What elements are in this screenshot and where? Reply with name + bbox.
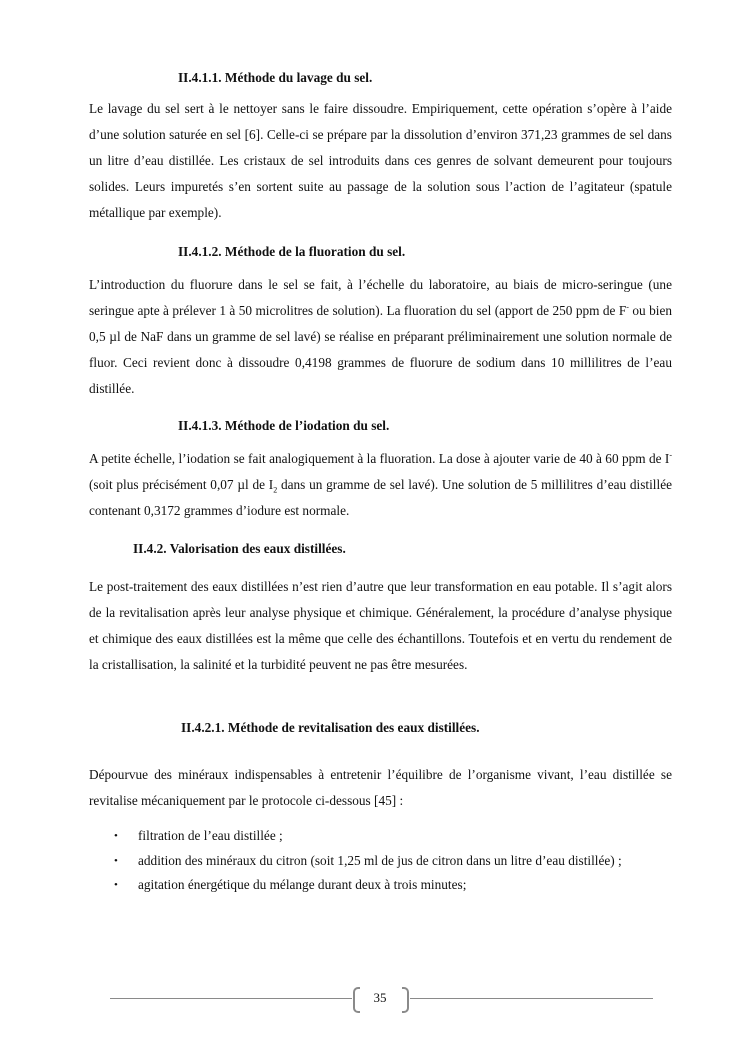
paragraph-revitalisation: Dépourvue des minéraux indispensables à entretenir l’équilibre de l’organisme vivant, l’eau distillée se revitalise mécaniquement par le protocole ci-dessous [45] : xyxy=(89,767,672,808)
superscript-minus: - xyxy=(626,302,629,312)
list-item-text: addition des minéraux du citron (soit 1,25 ml de jus de citron dans un litre d’eau distillée) ; xyxy=(138,852,622,868)
paragraph-iodation xyxy=(89,446,672,524)
paragraph-fluoration xyxy=(89,272,672,402)
protocol-bullet-list xyxy=(114,824,654,898)
paragraph-valorisation: Le post-traitement des eaux distillées n’est rien d’autre que leur transformation en eau potable. Il s’agit alors de la revitalisation après leur analyse physique et chimique. Généralement, la procédure d’analyse physique et chimique des eaux distillées est la même que celle des échantillons. Toutefois et en vertu du rendement de la cristallisation, la salinité et la turbidité peuvent ne pas être mesurées. xyxy=(89,579,672,672)
section-heading-revitalisation: II.4.2.1. Méthode de revitalisation des eaux distillées. xyxy=(181,720,480,735)
page-number-bracket-left xyxy=(353,987,360,1013)
page-number: 35 xyxy=(373,990,387,1005)
list-item xyxy=(114,873,654,898)
footer-rule-left xyxy=(110,998,352,999)
list-item xyxy=(114,849,654,874)
text-fragment: ou bien 0,5 µl de NaF dans un gramme de sel lavé) se réalise en préparant préliminairement une solution normale de fluor. Ceci revient donc à dissoudre 0,4198 grammes de fluorure de sodium dans 10 millilitres de l’eau distillée. xyxy=(89,303,672,396)
paragraph-lavage: Le lavage du sel sert à le nettoyer sans le faire dissoudre. Empiriquement, cette opération s’opère à l’aide d’une solution saturée en sel [6]. Celle-ci se prépare par la dissolution d’environ 371,23 grammes de sel dans un litre d’eau distillée. Les cristaux de sel introduits dans ces genres de solvant demeurent pour toujours solides. Leurs impuretés s’en sortent suite au passage de la solution sous l’action de l’agitateur (spatule métallique par exemple). xyxy=(89,101,672,220)
subscript-two: 2 xyxy=(273,485,278,495)
superscript-minus: - xyxy=(669,450,672,460)
section-heading-fluoration: II.4.1.2. Méthode de la fluoration du sel. xyxy=(178,244,406,259)
bullet-icon: • xyxy=(114,854,118,867)
text-fragment: dans un gramme de sel lavé). Une solution de 5 millilitres d’eau distillée contenant 0,3172 grammes d’iodure est normale. xyxy=(89,477,672,518)
section-heading-iodation: II.4.1.3. Méthode de l’iodation du sel. xyxy=(178,418,390,433)
list-item-text: agitation énergétique du mélange durant deux à trois minutes; xyxy=(138,877,467,892)
text-fragment: A petite échelle, l’iodation se fait analogiquement à la fluoration. La dose à ajouter varie de 40 à 60 ppm de I xyxy=(89,451,670,466)
text-fragment: L’introduction du fluorure dans le sel se fait, à l’échelle du laboratoire, au biais de micro-seringue (une seringue apte à prélever 1 à 50 microlitres de solution). La fluoration du sel (apport de 250 ppm de F xyxy=(89,277,672,318)
section-heading-valorisation: II.4.2. Valorisation des eaux distillées. xyxy=(133,541,346,556)
bullet-icon: • xyxy=(114,830,118,842)
page-number-bracket-right xyxy=(402,987,409,1013)
text-fragment: (soit plus précisément 0,07 µl de I xyxy=(89,477,274,492)
list-item-text: filtration de l’eau distillée ; xyxy=(138,828,283,843)
footer-rule-right xyxy=(410,998,653,999)
bullet-icon: • xyxy=(114,879,118,891)
list-item xyxy=(114,824,654,849)
section-heading-lavage: II.4.1.1. Méthode du lavage du sel. xyxy=(178,70,373,85)
